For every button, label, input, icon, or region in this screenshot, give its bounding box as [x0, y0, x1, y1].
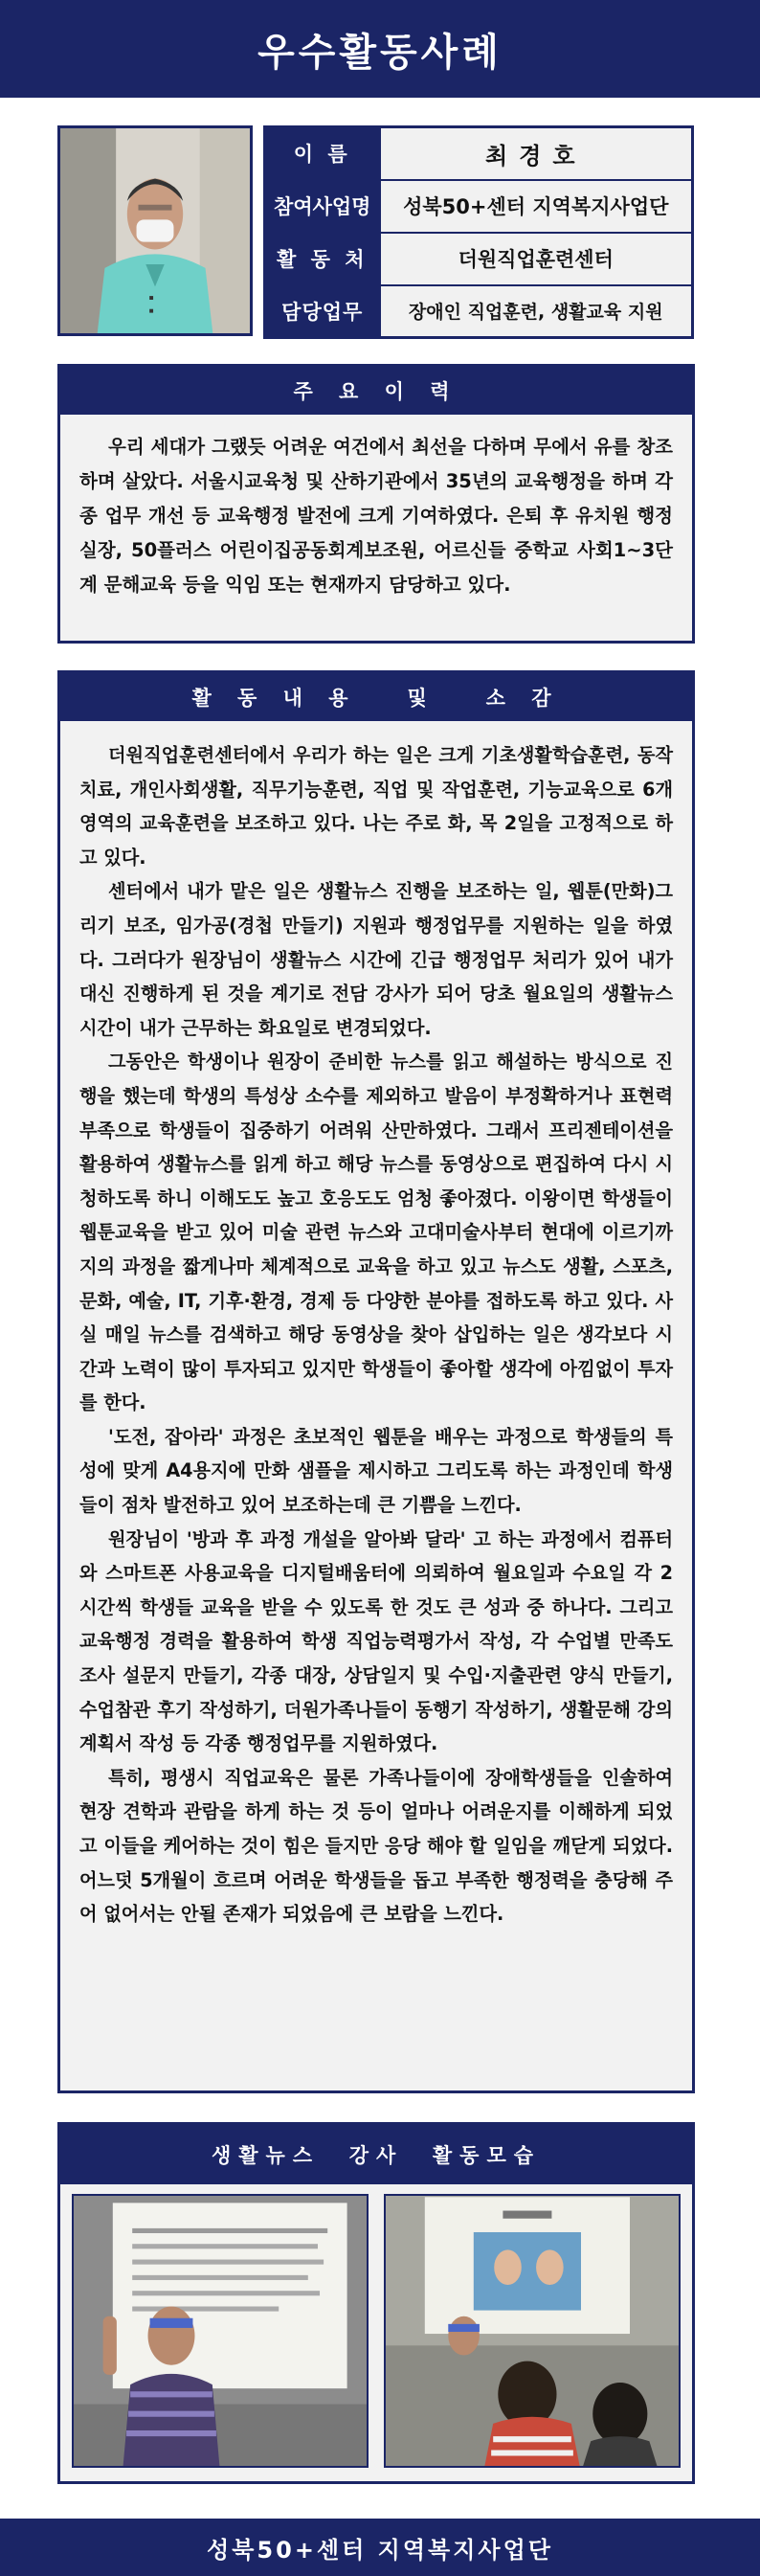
profile-row-project — [265, 180, 693, 233]
project-value: 성북50+센터 지역복지사업단 — [380, 180, 693, 233]
profile-row-name — [265, 127, 693, 180]
activity-title: 활 동 내 용 및 소 감 — [60, 673, 692, 721]
duty-value: 장애인 직업훈련, 생활교육 지원 — [380, 285, 693, 338]
footer-text: 성북50+센터 지역복지사업단 — [207, 2536, 553, 2564]
career-title: 주 요 이 력 — [60, 367, 692, 415]
activity-paragraph: '도전, 잡아라' 과정은 초보적인 웹툰을 배우는 과정으로 학생들의 특성에 맞게 A4용지에 만화 샘플을 제시하고 그리도록 하는 과정인데 학생들이 점차 발전하고 있어 보조하는데 큰 기쁨을 느낀다. — [79, 1425, 673, 1517]
activity-section — [57, 670, 695, 2093]
profile-row-duty — [265, 285, 693, 338]
workplace-label: 활 동 처 — [265, 233, 380, 285]
workplace-value: 더원직업훈련센터 — [380, 233, 693, 285]
activity-paragraph: 더원직업훈련센터에서 우리가 하는 일은 크게 기초생활학습훈련, 동작치료, 개인사회생활, 직무기능훈련, 직업 및 작업훈련, 기능교육으로 6개 영역의 교육훈련을 보조하고 있다. 나는 주로 화, 목 2일을 고정적으로 하고 있다. — [79, 744, 673, 869]
activity-paragraph: 원장님이 '방과 후 과정 개설을 알아봐 달라' 고 하는 과정에서 컴퓨터와 스마트폰 사용교육을 디지털배움터에 의뢰하여 월요일과 수요일 각 2시간씩 학생들 교육을 받을 수 있도록 한 것도 큰 성과 중 하나다. 그리고 교육행정 경력을 활용하여 학생 직업능력평가서 작성, 각 수업별 만족도 조사 설문지 만들기, 각종 대장, 상담일지 및 수입·지출관련 양식 만들기, 수업참관 후기 작성하기, 더원가족나들이 동행기 작성하기, 생활문해 강의 계획서 작성 등 각종 행정업무를 지원하였다. — [79, 1527, 673, 1755]
career-body — [60, 415, 692, 618]
profile-row-workplace — [265, 233, 693, 285]
activity-paragraph: 그동안은 학생이나 원장이 준비한 뉴스를 읽고 해설하는 방식으로 진행을 했는데 학생의 특성상 소수를 제외하고 발음이 부정확하거나 표현력 부족으로 학생들이 집중하기 어려워 산만하였다. 그래서 프리젠테이션을 활용하여 생활뉴스를 읽게 하고 해당 뉴스를 동영상으로 편집하여 다시 시청하도록 하니 이해도도 높고 호응도도 엄청 좋아졌다. 이왕이면 학생들이 웹툰교육을 받고 있어 미술 관련 뉴스와 고대미술사부터 현대에 이르기까지의 과정을 짧게나마 체계적으로 교육을 하고 있고 뉴스도 생활, 스포츠, 문화, 예술, IT, 기후·환경, 경제 등 다양한 분야를 접하도록 하고 있다. 사실 매일 뉴스를 검색하고 해당 동영상을 찾아 삽입하는 일은 생각보다 시간과 노력이 많이 투자되고 있지만 학생들이 좋아할 생각에 아낌없이 투자를 한다. — [79, 1051, 673, 1414]
name-label: 이 름 — [265, 127, 380, 180]
activity-paragraph: 센터에서 내가 맡은 일은 생활뉴스 진행을 보조하는 일, 웹툰(만화)그리기 보조, 임가공(경첩 만들기) 지원과 행정업무를 지원하는 일을 하였다. 그러다가 원장님이 생활뉴스 시간에 긴급 행정업무 처리가 있어 내가 대신 진행하게 된 것을 계기로 전담 강사가 되어 당초 월요일의 생활뉴스 시간이 내가 근무하는 화요일로 변경되었다. — [79, 880, 674, 1039]
bottom-banner — [0, 2519, 760, 2576]
page-title: 우수활동사례 — [257, 30, 503, 75]
activity-paragraph: 특히, 평생시 직업교육은 물론 가족나들이에 장애학생들을 인솔하여 현장 견학과 관람을 하게 하는 것 등이 얼마나 어려운지를 이해하게 되었고 이들을 케어하는 것이 힘은 들지만 응당 해야 할 일임을 깨닫게 되었다. 어느덧 5개월이 흐르며 어려운 학생들을 돕고 부족한 행정력을 충당해 주어 없어서는 안될 존재가 되었음에 큰 보람을 느낀다. — [79, 1766, 673, 1926]
career-text: 우리 세대가 그랬듯 어려운 여건에서 최선을 다하며 무에서 유를 창조하며 살았다. 서울시교육청 및 산하기관에서 35년의 교육행정을 하며 각종 업무 개선 등 교육행정 발전에 크게 기여하였다. 은퇴 후 유치원 행정실장, 50플러스 어린이집공동회계보조원, 어르신들 중학교 사회1~3단계 문해교육 등을 익임 또는 현재까지 담당하고 있다. — [79, 436, 673, 596]
profile-photo — [57, 125, 253, 336]
profile-table — [263, 125, 694, 339]
photos-section — [57, 2122, 695, 2484]
activity-photo-lecture — [72, 2194, 369, 2468]
career-section — [57, 364, 695, 644]
name-value: 최경호 — [380, 127, 693, 180]
photo-grid — [72, 2194, 681, 2468]
photos-title: 생활뉴스 강사 활동모습 — [60, 2125, 692, 2184]
project-label: 참여사업명 — [265, 180, 380, 233]
duty-label: 담당업무 — [265, 285, 380, 338]
activity-photo-classroom — [384, 2194, 681, 2468]
top-banner — [0, 0, 760, 98]
activity-body — [60, 721, 692, 1949]
